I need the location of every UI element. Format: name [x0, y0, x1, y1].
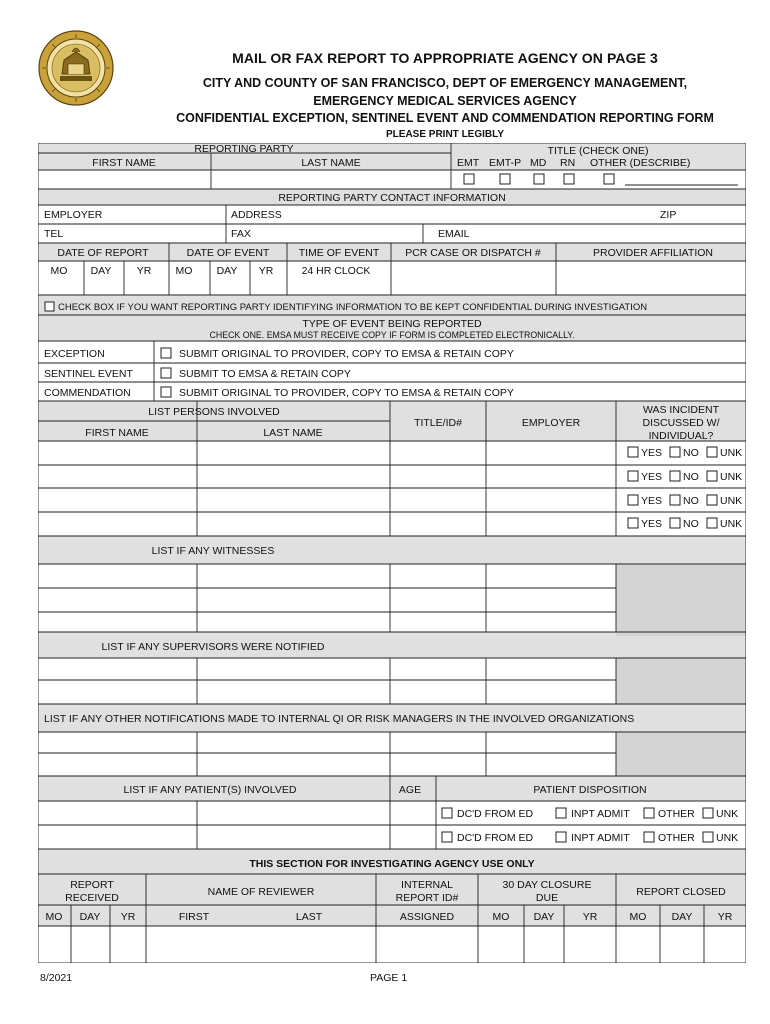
pcr-dispatch-label: PCR CASE OR DISPATCH # [405, 247, 541, 259]
tel-label: TEL [44, 228, 64, 240]
employer-label: EMPLOYER [44, 209, 103, 221]
person-3-yes-checkbox[interactable] [628, 495, 638, 505]
received-day-label: DAY [79, 911, 101, 923]
report-form [38, 143, 746, 963]
reviewer-last-label: LAST [295, 911, 323, 923]
patient-1-inpt-label: INPT ADMIT [571, 808, 630, 820]
title-md-checkbox[interactable] [534, 174, 544, 184]
print-legibly-note: PLEASE PRINT LEGIBLY [386, 129, 504, 140]
person-3-unk-checkbox[interactable] [707, 495, 717, 505]
email-label: EMAIL [438, 228, 470, 240]
header-agency-name: EMERGENCY MEDICAL SERVICES AGENCY [313, 94, 577, 108]
form-title: CONFIDENTIAL EXCEPTION, SENTINEL EVENT AND COMMENDATION REPORTING FORM [176, 111, 714, 125]
person-1-unk-checkbox[interactable] [707, 447, 717, 457]
person-1-yes-checkbox[interactable] [628, 447, 638, 457]
agency-use-title: THIS SECTION FOR INVESTIGATING AGENCY USE ONLY [249, 858, 535, 870]
other-notifications-title: LIST IF ANY OTHER NOTIFICATIONS MADE TO INTERNAL QI OR RISK MANAGERS IN THE INVOLVED ORGANIZATIONS [44, 713, 635, 725]
header-city-department: CITY AND COUNTY OF SAN FRANCISCO, DEPT OF EMERGENCY MANAGEMENT, [202, 76, 688, 90]
date-of-report-label: DATE OF REPORT [57, 247, 149, 259]
patients-title: LIST IF ANY PATIENT(S) INVOLVED [123, 784, 297, 796]
persons-employer-label: EMPLOYER [521, 417, 581, 429]
date-of-event-label: DATE OF EVENT [186, 247, 270, 259]
city-seal-logo [38, 30, 114, 106]
sentinel-event-checkbox[interactable] [161, 368, 171, 378]
patient-2-unk-checkbox[interactable] [703, 832, 713, 842]
contact-info-title: REPORTING PARTY CONTACT INFORMATION [278, 192, 506, 204]
closed-yr-label: YR [717, 911, 733, 923]
witnesses-title: LIST IF ANY WITNESSES [151, 545, 275, 557]
person-2-no-checkbox[interactable] [670, 471, 680, 481]
person-3-no-label: NO [683, 495, 699, 507]
event-type-subtitle: CHECK ONE. EMSA MUST RECEIVE COPY IF FORM IS COMPLETED ELECTRONICALLY. [209, 330, 575, 340]
person-3-unk-label: UNK [720, 495, 743, 507]
person-4-unk-label: UNK [720, 518, 743, 530]
shaded-blank-blocks [616, 564, 746, 776]
internal-id-label-3: ASSIGNED [399, 911, 455, 923]
header-mail-instruction: MAIL OR FAX REPORT TO APPROPRIATE AGENCY ON PAGE 3 [232, 50, 658, 66]
patient-1-unk-checkbox[interactable] [703, 808, 713, 818]
title-check-one-label: TITLE (CHECK ONE) [547, 145, 649, 157]
sentinel-event-label: SENTINEL EVENT [44, 368, 133, 380]
report-day-label: DAY [90, 265, 112, 277]
person-4-yes-label: YES [641, 518, 663, 530]
shaded-header-rows [38, 143, 746, 926]
persons-title-id-label: TITLE/ID# [414, 417, 462, 429]
title-rn-checkbox[interactable] [564, 174, 574, 184]
patient-1-dcd-label: DC'D FROM ED [457, 808, 534, 820]
title-rn-label: RN [560, 157, 576, 169]
person-2-unk-label: UNK [720, 471, 743, 483]
internal-id-label-2: REPORT ID# [395, 892, 459, 904]
person-2-yes-checkbox[interactable] [628, 471, 638, 481]
title-emtp-checkbox[interactable] [500, 174, 510, 184]
rp-first-name-label: FIRST NAME [92, 157, 156, 169]
fax-label: FAX [231, 228, 251, 240]
closure-due-label-1: 30 DAY CLOSURE [502, 879, 592, 891]
received-yr-label: YR [120, 911, 136, 923]
person-2-no-label: NO [683, 471, 699, 483]
title-emtp-label: EMT-P [489, 157, 522, 169]
rp-last-name-label: LAST NAME [301, 157, 361, 169]
patient-disposition-rows [442, 808, 738, 844]
event-type-title: TYPE OF EVENT BEING REPORTED [302, 318, 482, 330]
commendation-label: COMMENDATION [44, 387, 131, 399]
discussed-label-3: INDIVIDUAL? [648, 430, 714, 442]
closure-mo-label: MO [492, 911, 510, 923]
person-2-yes-label: YES [641, 471, 663, 483]
closed-mo-label: MO [629, 911, 647, 923]
persons-involved-title: LIST PERSONS INVOLVED [148, 406, 280, 418]
report-mo-label: MO [50, 265, 68, 277]
confidential-check-label: CHECK BOX IF YOU WANT REPORTING PARTY IDENTIFYING INFORMATION TO BE KEPT CONFIDENTIAL DURING INVESTIGATION [58, 302, 648, 313]
report-received-label-1: REPORT [70, 879, 114, 891]
received-mo-label: MO [45, 911, 63, 923]
person-4-no-checkbox[interactable] [670, 518, 680, 528]
24-hr-clock-label: 24 HR CLOCK [301, 265, 371, 277]
supervisors-title: LIST IF ANY SUPERVISORS WERE NOTIFIED [101, 641, 325, 653]
patient-2-inpt-label: INPT ADMIT [571, 832, 630, 844]
reviewer-name-label: NAME OF REVIEWER [207, 886, 315, 898]
address-label: ADDRESS [231, 209, 282, 221]
discussed-label-2: DISCUSSED W/ [642, 417, 720, 429]
time-of-event-label: TIME OF EVENT [298, 247, 380, 259]
patient-2-dcd-checkbox[interactable] [442, 832, 452, 842]
patient-1-other-checkbox[interactable] [644, 808, 654, 818]
patient-disposition-label: PATIENT DISPOSITION [533, 784, 647, 796]
report-yr-label: YR [136, 265, 152, 277]
sentinel-event-instruction: SUBMIT TO EMSA & RETAIN COPY [179, 368, 351, 380]
patient-1-other-label: OTHER [658, 808, 695, 820]
person-3-yes-label: YES [641, 495, 663, 507]
event-mo-label: MO [175, 265, 193, 277]
confidential-checkbox[interactable] [45, 302, 54, 311]
commendation-instruction: SUBMIT ORIGINAL TO PROVIDER, COPY TO EMSA & RETAIN COPY [179, 387, 514, 399]
title-emt-checkbox[interactable] [464, 174, 474, 184]
closure-day-label: DAY [533, 911, 555, 923]
event-yr-label: YR [258, 265, 274, 277]
discussed-label-1: WAS INCIDENT [642, 404, 720, 416]
patient-2-other-checkbox[interactable] [644, 832, 654, 842]
commendation-checkbox[interactable] [161, 387, 171, 397]
person-4-yes-checkbox[interactable] [628, 518, 638, 528]
person-4-unk-checkbox[interactable] [707, 518, 717, 528]
patient-1-unk-label: UNK [716, 808, 739, 820]
patient-age-label: AGE [398, 784, 422, 796]
person-4-no-label: NO [683, 518, 699, 530]
person-2-unk-checkbox[interactable] [707, 471, 717, 481]
person-1-yes-label: YES [641, 447, 663, 459]
provider-affiliation-label: PROVIDER AFFILIATION [593, 247, 713, 259]
report-received-label-2: RECEIVED [65, 892, 119, 904]
closure-yr-label: YR [582, 911, 598, 923]
reporting-party-title: REPORTING PARTY [194, 143, 294, 155]
title-other-checkbox[interactable] [604, 174, 614, 184]
title-emt-label: EMT [457, 157, 480, 169]
closure-due-label-2: DUE [535, 892, 559, 904]
internal-id-label-1: INTERNAL [401, 879, 453, 891]
title-other-label: OTHER (DESCRIBE) [590, 157, 691, 169]
person-3-no-checkbox[interactable] [670, 495, 680, 505]
exception-instruction: SUBMIT ORIGINAL TO PROVIDER, COPY TO EMSA & RETAIN COPY [179, 348, 514, 360]
persons-first-name-label: FIRST NAME [85, 427, 149, 439]
person-1-no-label: NO [683, 447, 699, 459]
footer-date: 8/2021 [40, 972, 73, 984]
persons-last-name-label: LAST NAME [263, 427, 323, 439]
patient-1-dcd-checkbox[interactable] [442, 808, 452, 818]
person-1-no-checkbox[interactable] [670, 447, 680, 457]
patient-2-dcd-label: DC'D FROM ED [457, 832, 534, 844]
patient-2-inpt-checkbox[interactable] [556, 832, 566, 842]
exception-label: EXCEPTION [44, 348, 105, 360]
person-1-unk-label: UNK [720, 447, 743, 459]
patient-1-inpt-checkbox[interactable] [556, 808, 566, 818]
footer-page-number: PAGE 1 [370, 972, 408, 984]
title-md-label: MD [530, 157, 547, 169]
reviewer-first-label: FIRST [178, 911, 210, 923]
closed-day-label: DAY [671, 911, 693, 923]
report-closed-label: REPORT CLOSED [636, 886, 726, 898]
event-day-label: DAY [216, 265, 238, 277]
discussed-yes-no-unk-rows [628, 447, 742, 530]
zip-label: ZIP [660, 209, 677, 221]
patient-2-unk-label: UNK [716, 832, 739, 844]
exception-checkbox[interactable] [161, 348, 171, 358]
patient-2-other-label: OTHER [658, 832, 695, 844]
